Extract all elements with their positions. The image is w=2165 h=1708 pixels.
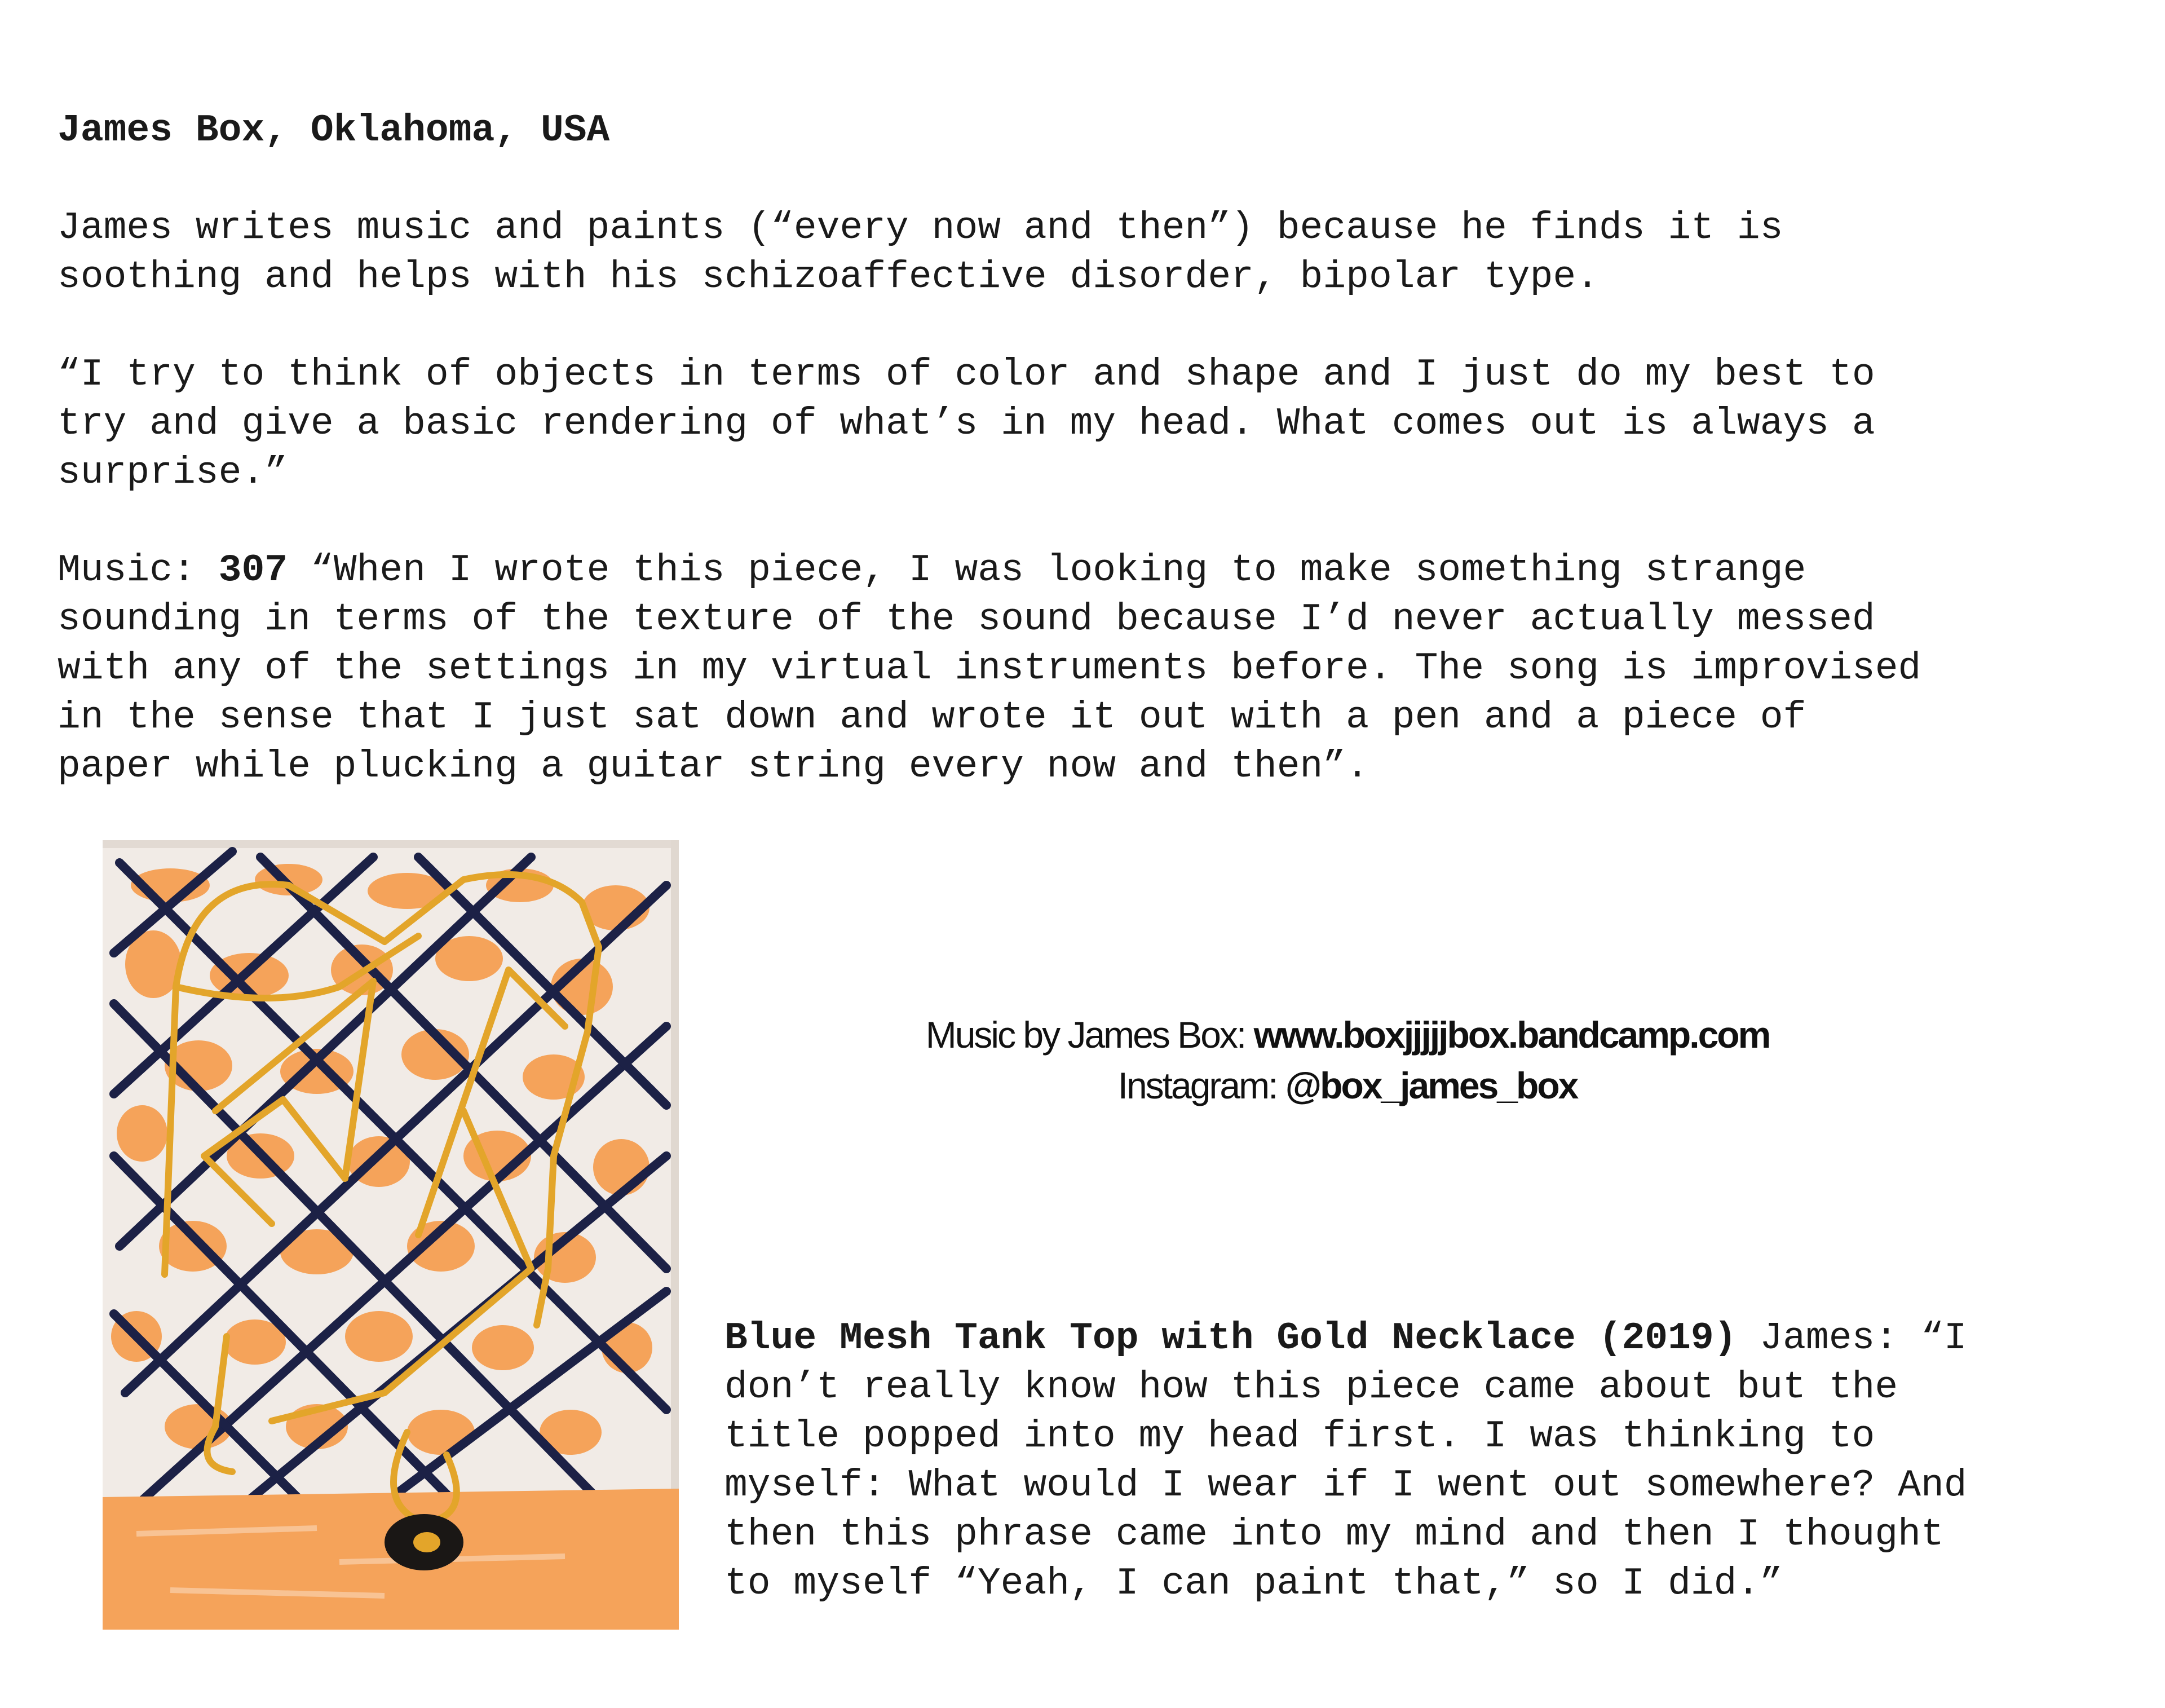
music-title: 307 bbox=[218, 549, 288, 592]
artwork-line: title popped into my head first. I was thinking to bbox=[724, 1415, 1875, 1458]
music-label: Music: bbox=[58, 549, 219, 592]
artwork-title: Blue Mesh Tank Top with Gold Necklace (2019) bbox=[724, 1317, 1737, 1360]
music-line: paper while plucking a guitar string every now and then”. bbox=[58, 745, 1369, 788]
painting-image bbox=[103, 840, 679, 1630]
music-link-label: Music by James Box: bbox=[925, 1014, 1254, 1056]
intro-line: James writes music and paints (“every now and then”) because he finds it is bbox=[58, 206, 1783, 250]
artwork-line: to myself “Yeah, I can paint that,” so I did.” bbox=[724, 1562, 1783, 1605]
intro-line: soothing and helps with his schizoaffective disorder, bipolar type. bbox=[58, 255, 1600, 299]
artwork-line: James: “I bbox=[1737, 1317, 1967, 1360]
bandcamp-link[interactable]: www.boxjjjjjbox.bandcamp.com bbox=[1253, 1014, 1770, 1056]
quote-line: try and give a basic rendering of what’s in my head. What comes out is always a bbox=[58, 402, 1875, 445]
artist-links bbox=[823, 1009, 1872, 1111]
quote-line: surprise.” bbox=[58, 451, 288, 495]
music-description bbox=[58, 546, 1921, 791]
artist-quote bbox=[58, 350, 1875, 497]
music-line: sounding in terms of the texture of the sound because I’d never actually messed bbox=[58, 598, 1875, 641]
music-line: “When I wrote this piece, I was looking to make something strange bbox=[288, 549, 1806, 592]
artwork-description bbox=[724, 1314, 1967, 1608]
instagram-label: Instagram: bbox=[1117, 1065, 1285, 1106]
artwork-line: myself: What would I wear if I went out somewhere? And bbox=[724, 1464, 1967, 1507]
music-line: in the sense that I just sat down and wrote it out with a pen and a piece of bbox=[58, 696, 1806, 739]
artist-heading: James Box, Oklahoma, USA bbox=[58, 109, 610, 152]
artwork-line: don’t really know how this piece came about but the bbox=[724, 1366, 1898, 1409]
music-link-line bbox=[823, 1009, 1872, 1060]
artwork-line: then this phrase came into my mind and then I thought bbox=[724, 1513, 1944, 1556]
music-line: with any of the settings in my virtual instruments before. The song is improvised bbox=[58, 647, 1921, 690]
intro-paragraph bbox=[58, 204, 1783, 302]
quote-line: “I try to think of objects in terms of color and shape and I just do my best to bbox=[58, 353, 1875, 396]
instagram-line bbox=[823, 1060, 1872, 1111]
instagram-handle[interactable]: @box_james_box bbox=[1285, 1065, 1578, 1106]
